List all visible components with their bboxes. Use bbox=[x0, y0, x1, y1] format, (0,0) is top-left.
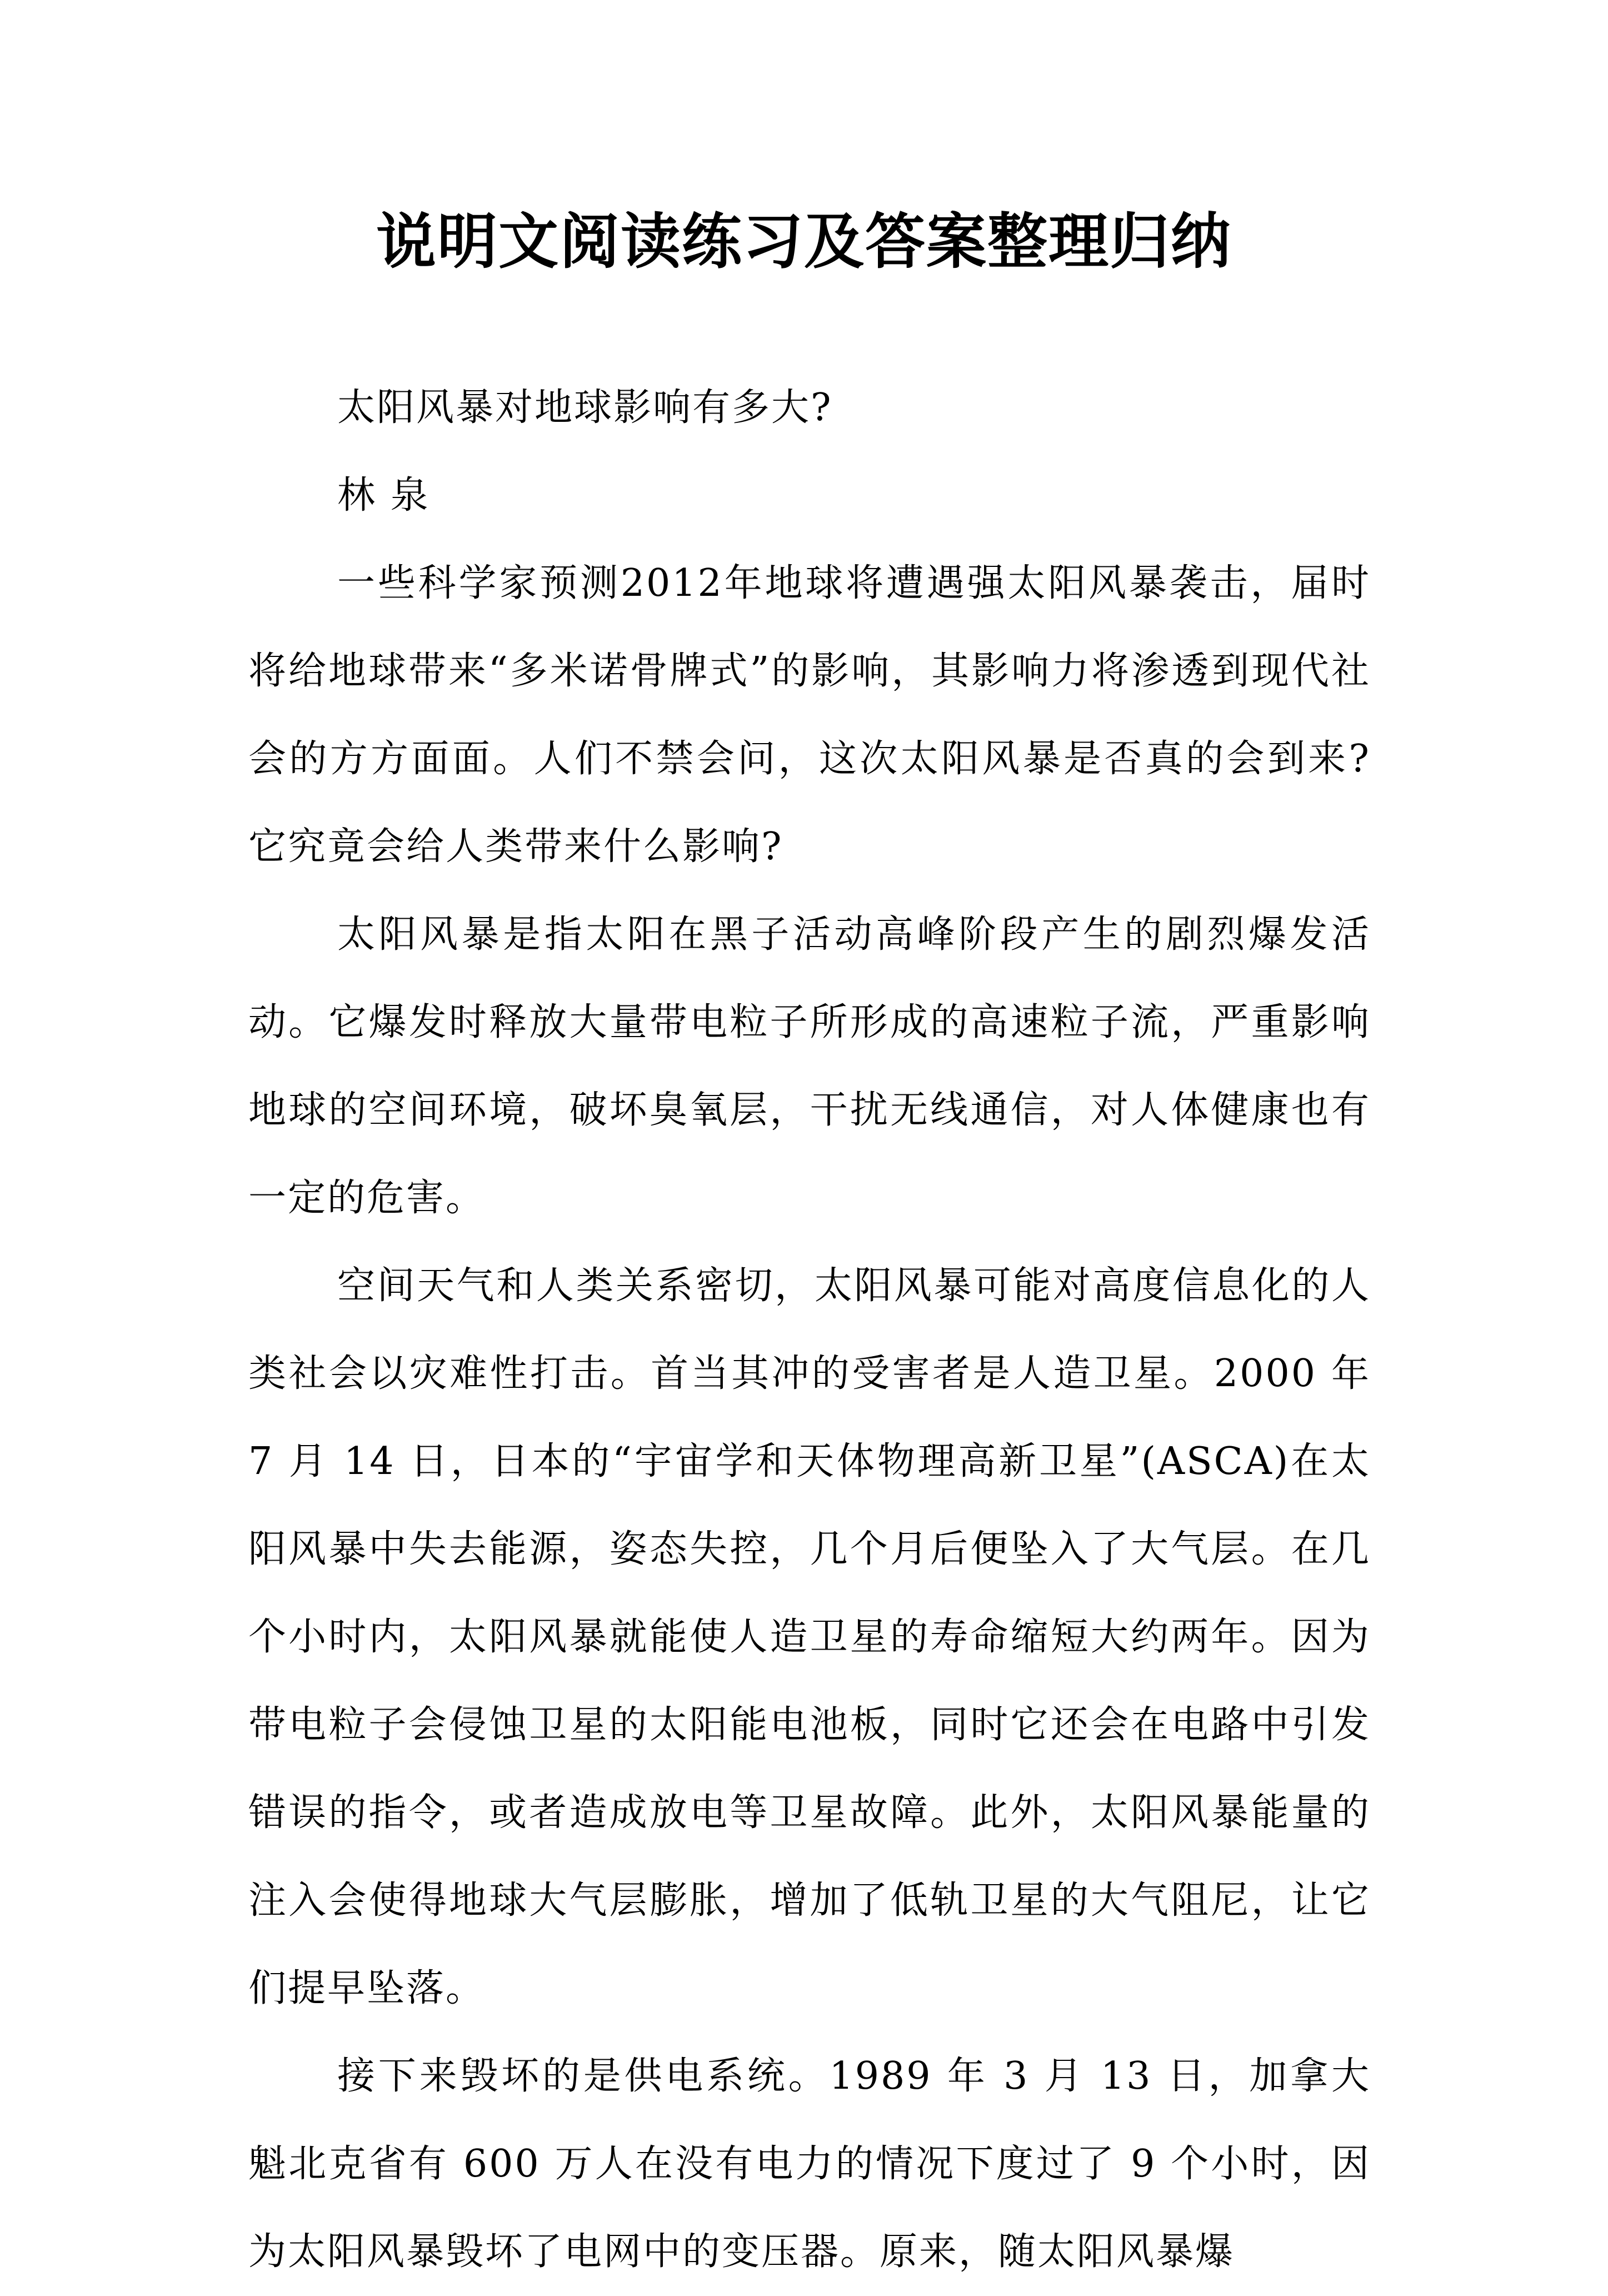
document-title: 说明文阅读练习及答案整理归纳 bbox=[376, 207, 1232, 277]
document-body bbox=[248, 364, 1371, 2296]
paragraph-3: 空间天气和人类关系密切，太阳风暴可能对高度信息化的人类社会以灾难性打击。首当其冲的受害者是人造卫星。2000 年 7 月 14 日，日本的“宇宙学和天体物理高新卫星”(ASCA)在太阳风暴中失去能源，姿态失控，几个月后便坠入了大气层。在几个小时内，太阳风暴就能使人造卫星的寿命缩短大约两年。因为带电粒子会侵蚀卫星的太阳能电池板，同时它还会在电路中引发错误的指令，或者造成放电等卫星故障。此外，太阳风暴能量的注入会使得地球大气层膨胀，增加了低轨卫星的大气阻尼，让它们提早坠落。 bbox=[248, 1264, 1371, 2010]
article-title: 太阳风暴对地球影响有多大? bbox=[337, 386, 833, 430]
paragraph-1: 一些科学家预测2012年地球将遭遇强太阳风暴袭击，届时将给地球带来“多米诺骨牌式”的影响，其影响力将渗透到现代社会的方方面面。人们不禁会问，这次太阳风暴是否真的会到来?它究竟会给人类带来什么影响? bbox=[248, 561, 1371, 869]
article-author: 林 泉 bbox=[337, 474, 430, 517]
paragraph-2: 太阳风暴是指太阳在黑子活动高峰阶段产生的剧烈爆发活动。它爆发时释放大量带电粒子所形成的高速粒子流，严重影响地球的空间环境，破坏臭氧层，干扰无线通信，对人体健康也有一定的危害。 bbox=[248, 913, 1371, 1220]
paragraph-4: 接下来毁坏的是供电系统。1989 年 3 月 13 日，加拿大魁北克省有 600 万人在没有电力的情况下度过了 9 个小时，因为太阳风暴毁坏了电网中的变压器。原来，随太阳风暴爆 bbox=[248, 2054, 1371, 2274]
